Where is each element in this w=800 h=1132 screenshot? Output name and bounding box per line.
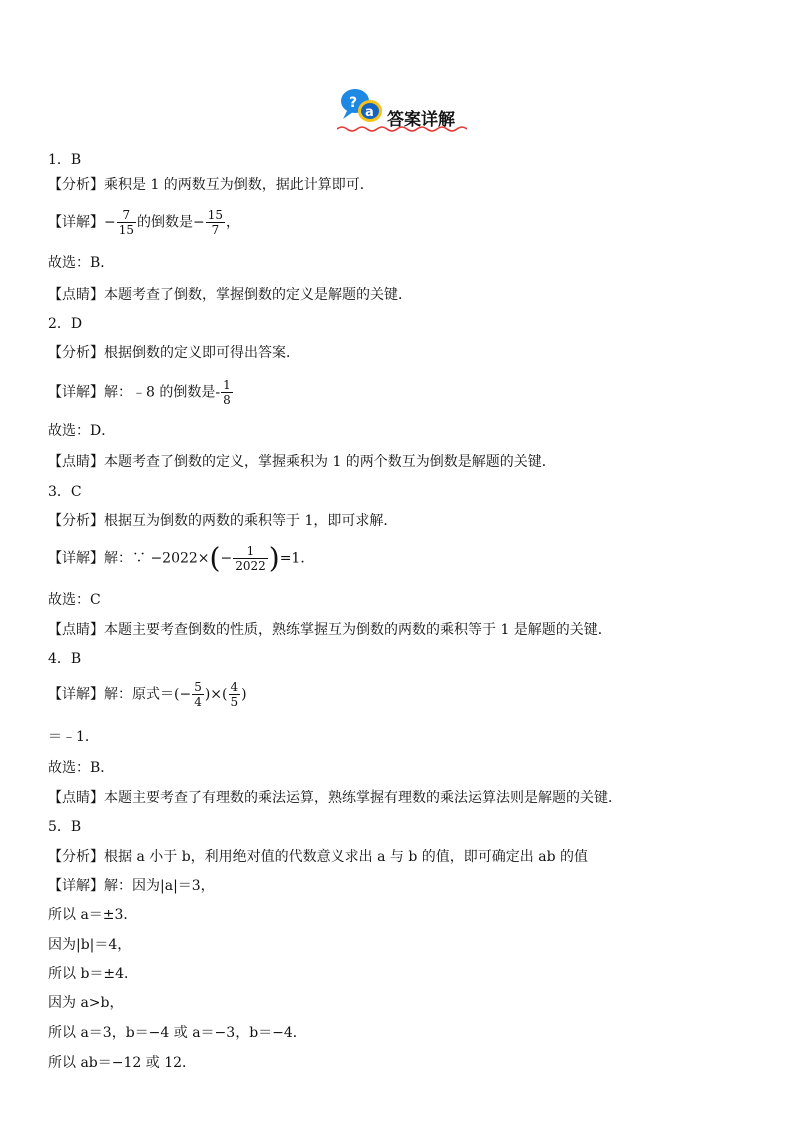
q5-detail: 【详解】解：因为|a|＝3， <box>48 878 215 894</box>
detail-tag: 【详解】 <box>48 550 104 567</box>
comment-tag: 【点睛】 <box>48 287 104 303</box>
q2-comment <box>48 453 556 471</box>
q5-line-1: 所以 a＝±3． <box>48 907 138 923</box>
fraction: $\frac{7}{15}$ <box>118 208 135 237</box>
q3-detail: 【详解】解：∵ −2022×(− $\frac{1}{2022}$ )=1． <box>48 541 315 575</box>
q1-answer: 1．B <box>48 152 82 168</box>
q4-choice: 故选：B． <box>48 760 115 776</box>
comment-tag: 【点睛】 <box>48 622 104 638</box>
q3-choice: 故选：C <box>48 592 101 608</box>
q5-analysis <box>48 848 588 866</box>
q2-answer: 2．D <box>48 316 83 332</box>
analysis-tag: 【分析】 <box>48 849 104 865</box>
q2-choice: 故选：D． <box>48 423 116 439</box>
analysis-tag: 【分析】 <box>48 177 104 193</box>
q4-result: ＝﹣1． <box>48 729 99 745</box>
q4-answer: 4．B <box>48 651 82 667</box>
q4-detail: 【详解】解：原式＝(− $\frac{5}{4}$ )×( $\frac{4}{5}$ ) <box>48 680 247 709</box>
comment-text: 本题考查了倒数的定义，掌握乘积为 1 的两个数互为倒数是解题的关键． <box>104 454 556 470</box>
q4-comment <box>48 789 622 807</box>
q1-comment <box>48 286 412 304</box>
fraction: $\frac{1}{2022}$ <box>235 544 266 573</box>
svg-text:?: ? <box>349 95 358 111</box>
comment-tag: 【点睛】 <box>48 454 104 470</box>
comment-text: 本题主要考查倒数的性质，熟练掌握互为倒数的两数的乘积等于 1 是解题的关键． <box>104 622 612 638</box>
q1-choice: 故选：B． <box>48 255 115 271</box>
svg-text:a: a <box>365 105 374 120</box>
title-underline-wave <box>337 125 467 133</box>
analysis-text: 根据 a 小于 b，利用绝对值的代数意义求出 a 与 b 的值，即可确定出 ab 的值 <box>104 849 588 865</box>
analysis-text: 根据倒数的定义即可得出答案． <box>104 345 300 361</box>
q5-line-5: 所以 a＝3，b＝−4 或 a＝−3，b＝−4． <box>48 1025 307 1041</box>
analysis-tag: 【分析】 <box>48 513 104 529</box>
q1-analysis <box>48 176 374 194</box>
q1-detail: 【详解】− $\frac{7}{15}$ 的倒数是− $\frac{15}{7}$ ， <box>48 208 241 237</box>
detail-tag: 【详解】 <box>48 686 104 703</box>
comment-text: 本题主要考查了有理数的乘法运算，熟练掌握有理数的乘法运算法则是解题的关键． <box>104 790 622 806</box>
q2-analysis <box>48 344 300 362</box>
fraction: $\frac{15}{7}$ <box>207 208 224 237</box>
analysis-tag: 【分析】 <box>48 345 104 361</box>
q5-line-3: 所以 b＝±4． <box>48 966 139 982</box>
q5-line-4: 因为 a>b， <box>48 995 124 1011</box>
comment-tag: 【点睛】 <box>48 790 104 806</box>
q3-analysis <box>48 512 397 530</box>
detail-tag: 【详解】 <box>48 384 104 401</box>
q5-line-6: 所以 ab＝−12 或 12． <box>48 1055 197 1071</box>
detail-tag: 【详解】 <box>48 214 104 231</box>
fraction: $\frac{4}{5}$ <box>230 680 239 709</box>
fraction: $\frac{5}{4}$ <box>194 680 202 709</box>
detail-tag: 【详解】 <box>48 878 104 894</box>
fraction: $\frac{1}{8}$ <box>223 378 231 407</box>
q2-detail: 【详解】解：﹣8 的倒数是- $\frac{1}{8}$ <box>48 378 231 407</box>
analysis-text: 根据互为倒数的两数的乘积等于 1，即可求解． <box>104 513 398 529</box>
comment-text: 本题考查了倒数，掌握倒数的定义是解题的关键． <box>104 287 412 303</box>
q5-line-2: 因为|b|＝4， <box>48 937 132 953</box>
analysis-text: 乘积是 1 的两数互为倒数，据此计算即可． <box>104 177 374 193</box>
section-header <box>337 87 467 131</box>
q3-comment <box>48 621 612 639</box>
page-title: 答案详解 <box>387 110 455 130</box>
q3-answer: 3．C <box>48 484 82 500</box>
q5-answer: 5．B <box>48 819 82 835</box>
